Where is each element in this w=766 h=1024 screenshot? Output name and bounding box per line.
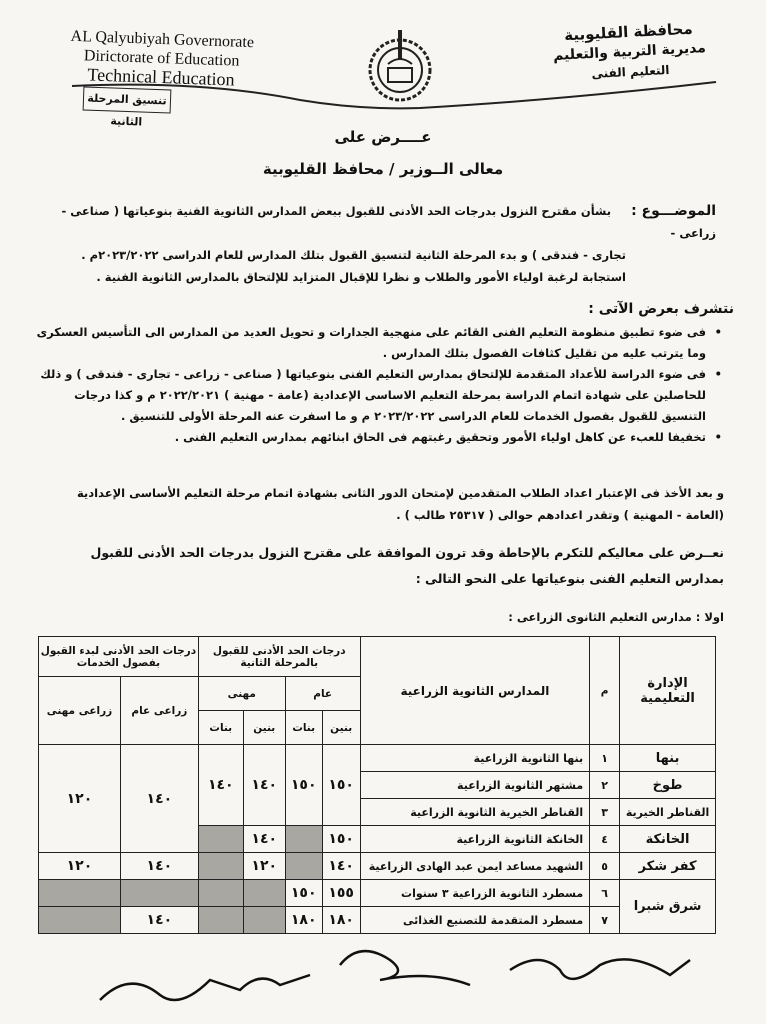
header-agri-general: زراعى عام: [120, 677, 198, 745]
voc-girls-cell: ١٤٠: [198, 745, 243, 826]
agricultural-schools-table: [38, 636, 716, 934]
num-cell: ٣: [590, 799, 620, 826]
section-title: اولا : مدارس التعليم الثانوى الزراعى :: [508, 610, 724, 624]
bullets: [34, 322, 724, 448]
gen-boys-cell: ١٥٥: [322, 880, 360, 907]
letterhead-line: مديرية التربية والتعليم: [552, 40, 707, 64]
subject-line: استجابة لرغبة اولياء الأمور والطلاب و نظرا للإقبال المتزايد للإلتحاق بالمدارس الثانوية الفنية .: [96, 270, 626, 284]
table-row: [39, 853, 716, 880]
header-num: م: [590, 637, 620, 745]
bullet-item: • فى ضوء تطبيق منظومة التعليم الفنى القائم على منهجية الجدارات و تحويل العديد من المدارس الى التأسيس العسكرى وما يترتب عليه من تقليل كثافات الفصول بتلك المدارس .: [34, 322, 724, 364]
header-services: درجات الحد الأدنى لبدء القبول بفصول الخدمات: [39, 637, 199, 677]
header-school: المدارس الثانوية الزراعية: [360, 637, 590, 745]
shaded-cell: [198, 826, 243, 853]
agri-general-cell: ١٤٠: [120, 745, 198, 853]
gen-girls-cell: ١٥٠: [285, 880, 322, 907]
header-vocational: مهنى: [198, 677, 285, 711]
header-girls: بنات: [285, 711, 322, 745]
signatures: [90, 930, 710, 1020]
letterhead-line: التعليم الفنى: [591, 62, 670, 82]
header-admin: الإدارة التعليمية: [620, 637, 716, 745]
voc-boys-cell: ١٢٠: [243, 853, 285, 880]
admin-cell: كفر شكر: [620, 853, 716, 880]
school-cell: الخانكة الثانوية الزراعية: [360, 826, 590, 853]
header-agri-vocational: زراعى مهنى: [39, 677, 121, 745]
num-cell: ٥: [590, 853, 620, 880]
gen-boys-cell: ١٤٠: [322, 853, 360, 880]
header-boys: بنين: [322, 711, 360, 745]
header-stage2: درجات الحد الأدنى للقبول بالمرحلة الثانية: [198, 637, 360, 677]
agri-vocational-cell: ١٢٠: [39, 853, 121, 880]
shaded-cell: [285, 826, 322, 853]
subject-line: بشأن مقترح النزول بدرجات الحد الأدنى للقبول ببعض المدارس الثانوية الفنية بنوعياتها ( صناعى - زراعى -: [61, 204, 716, 240]
num-cell: ٤: [590, 826, 620, 853]
request-paragraph: نعــرض على معاليكم للتكرم بالإحاطة وقد ترون الموافقة على مقترح النزول بدرجات الحد الأدنى للقبول بمدارس التعليم الفنى بنوعياتها على النحو التالى :: [90, 545, 724, 586]
shaded-cell: [198, 853, 243, 880]
school-cell: مسطرد الثانوية الزراعية ٣ سنوات: [360, 880, 590, 907]
bullet-item: • فى ضوء الدراسة للأعداد المتقدمة للإلتحاق بمدارس التعليم الفنى بنوعياتها ( صناعى - زراعى - تجارى - فندقى ) و ذلك للحاصلين على شهادة اتمام الدراسة بمرحلة التعليم الاساسى الإعدادية (عامة - مهنية ) ٢٠٢٢/٢٠٢١ م و كذا درجات التنسيق للقبول بفصول الخدمات للعام الدراسى ٢٠٢٣/٢٠٢٢ م و ما اسفرت عنه المرحلة الأولى للتنسيق .: [34, 364, 724, 427]
bullet-item: • تخفيفا للعبء عن كاهل اولياء الأمور وتحقيق رغبتهم فى الحاق ابنائهم بمدارس التعليم الفنى .: [34, 427, 724, 448]
school-cell: بنها الثانوية الزراعية: [360, 745, 590, 772]
num-cell: ٢: [590, 772, 620, 799]
arabic-letterhead: [552, 18, 708, 86]
voc-boys-cell: ١٤٠: [243, 745, 285, 826]
agri-vocational-cell: ١٢٠: [39, 745, 121, 853]
intro: نتشرف بعرض الآتى :: [588, 301, 734, 317]
header-boys: بنين: [243, 711, 285, 745]
school-cell: مسطرد المتقدمة للتصنيع الغذائى: [360, 907, 590, 934]
stage-label-box: تنسيق المرحلة الثانية: [83, 86, 172, 113]
admin-cell: بنها: [620, 745, 716, 772]
shaded-cell: [39, 880, 121, 907]
num-cell: ٦: [590, 880, 620, 907]
gen-boys-cell: ١٥٠: [322, 745, 360, 826]
recipient: معالى الــوزير / محافظ القليوبية: [262, 160, 504, 178]
gen-girls-cell: ١٨٠: [285, 907, 322, 934]
shaded-cell: [198, 880, 243, 907]
school-cell: القناطر الخيرية الثانوية الزراعية: [360, 799, 590, 826]
num-cell: ١: [590, 745, 620, 772]
admin-cell: طوخ: [620, 772, 716, 799]
shaded-cell: [285, 853, 322, 880]
addressed-to: عــــرض على: [334, 128, 432, 146]
agri-general-cell: ١٤٠: [120, 907, 198, 934]
agri-general-cell: ١٤٠: [120, 853, 198, 880]
school-cell: مشتهر الثانوية الزراعية: [360, 772, 590, 799]
header-general: عام: [285, 677, 360, 711]
admin-cell: الخانكة: [620, 826, 716, 853]
letterhead-line: Technical Education: [87, 64, 235, 90]
table-row: [39, 745, 716, 772]
voc-boys-cell: ١٤٠: [243, 826, 285, 853]
admin-cell: القناطر الخيرية: [620, 799, 716, 826]
gen-boys-cell: ١٨٠: [322, 907, 360, 934]
consideration-paragraph: و بعد الأخذ فى الإعتبار اعداد الطلاب المتقدمين لإمتحان الدور الثانى بشهادة اتمام مرحلة التعليم الأساسى الإعدادية (العامة - المهنية ) وتقدر اعدادهم حوالى ( ٢٥٣١٧ طالب ) .: [76, 486, 724, 522]
header-girls: بنات: [198, 711, 243, 745]
subject-label: الموضـــوع :: [631, 203, 716, 219]
letterhead-line: AL Qalyubiyah Governorate: [70, 27, 255, 52]
admin-cell: شرق شبرا: [620, 880, 716, 934]
shaded-cell: [120, 880, 198, 907]
letterhead-line: محافظة القليوبية: [563, 19, 694, 45]
subject: [36, 200, 716, 288]
school-cell: الشهيد مساعد ايمن عبد الهادى الزراعية: [360, 853, 590, 880]
subject-line: تجارى - فندقى ) و بدء المرحلة الثانية لتنسيق القبول بتلك المدارس للعام الدراسى ٢٠٢٣/٢٠٢٢م .: [81, 248, 626, 262]
gen-boys-cell: ١٥٠: [322, 826, 360, 853]
table-row: [39, 880, 716, 907]
letterhead-line: Dirictorate of Education: [83, 47, 240, 70]
gen-girls-cell: ١٥٠: [285, 745, 322, 826]
num-cell: ٧: [590, 907, 620, 934]
shaded-cell: [243, 880, 285, 907]
